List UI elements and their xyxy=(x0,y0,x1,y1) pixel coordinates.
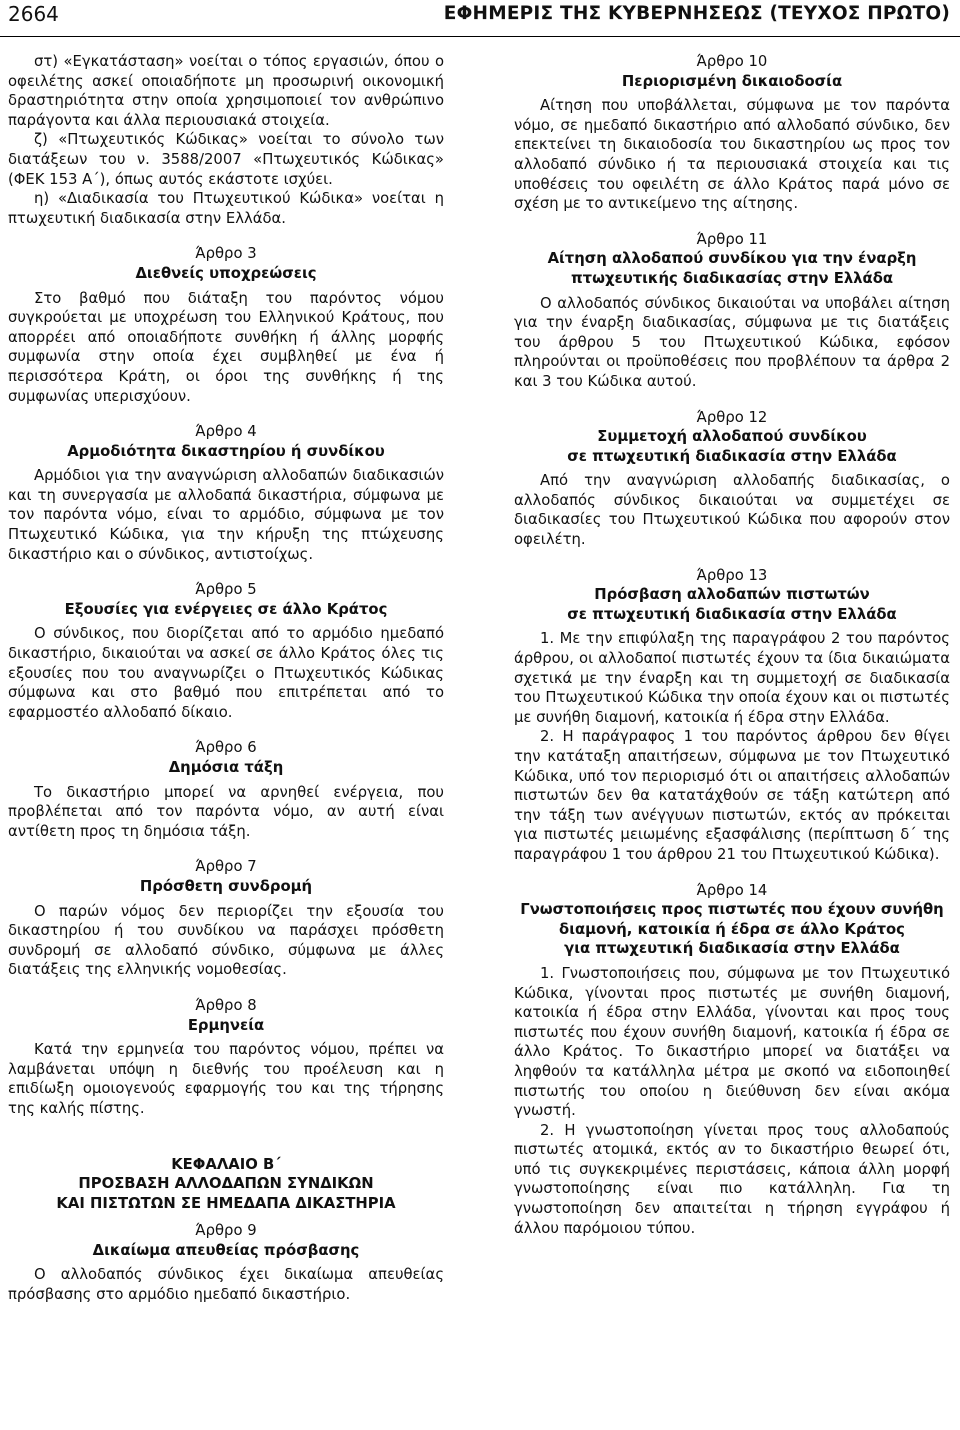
running-title: ΕΦΗΜΕΡΙΣ ΤΗΣ ΚΥΒΕΡΝΗΣΕΩΣ (ΤΕΥΧΟΣ ΠΡΩΤΟ) xyxy=(443,3,950,24)
article-4-text: Αρμόδιοι για την αναγνώριση αλλοδαπών διαδικασιών και τη συνεργασία με αλλοδαπά δικαστήρια, σύμφωνα με τον παρόντα νόμο, είναι το αρμόδιο, σύμφωνα με τον Πτωχευτικό Κώδικα, για την κήρυξη της πτώχευσης δικαστήριο και ο σύνδικος, αντιστοίχως. xyxy=(8,467,444,563)
article-number: Άρθρο 7 xyxy=(195,858,257,876)
article-10-text: Αίτηση που υποβάλλεται, σύμφωνα με τον παρόντα νόμο, σε ημεδαπό δικαστήριο από αλλοδαπό σύνδικο, δεν επεκτείνει τη δικαιοδοσία του δικαστηρίου ως προς τον αλλοδαπό σύνδικο ή τα περιουσιακά στοιχεία και τις υποθέσεις του οφειλέτη σε άλλο Κράτος παρά μόνο σε σχέση με το αντικείμενο της αίτησης. xyxy=(514,97,950,213)
article-title: Συμμετοχή αλλοδαπού συνδίκου xyxy=(597,428,867,446)
page-number: 2664 xyxy=(8,2,59,26)
article-title: Εξουσίες για ενέργειες σε άλλο Κράτος xyxy=(64,600,388,618)
article-4-heading xyxy=(8,422,444,461)
article-13-paragraph-1: 1. Με την επιφύλαξη της παραγράφου 2 του παρόντος άρθρου, οι αλλοδαποί πιστωτές έχουν τα ίδια δικαιώματα σχετικά με την έναρξη και τη συμμετοχή σε διαδικασία του Πτωχευτικού Κώδικα την οποία έχουν και οι πιστωτές με συνήθη διαμονή, κατοικία ή έδρα στην Ελλάδα. xyxy=(514,630,950,726)
article-title: Ερμηνεία xyxy=(187,1016,265,1034)
article-5-heading xyxy=(8,580,444,619)
article-11-heading xyxy=(514,230,950,289)
definition-st: στ) «Εγκατάσταση» νοείται ο τόπος εργασιών, όπου ο οφειλέτης ασκεί οποιαδήποτε μη προσωρινή οικονομική δραστηριότητα στην οποία χρησιμοποιεί τον ανθρώπινο παράγοντα και άλλα περιουσιακά στοιχεία. xyxy=(8,53,444,129)
page-header xyxy=(0,0,960,37)
article-11-text: Ο αλλοδαπός σύνδικος δικαιούται να υποβάλει αίτηση για την έναρξη διαδικασίας, σύμφωνα με τις διατάξεις του άρθρου 5 του Πτωχευτικού Κώδικα, εφόσον πληρούνται οι προϋποθέσεις που προβλέπουν τα άρθρα 2 και 3 του Κώδικα αυτού. xyxy=(514,294,950,390)
article-title: Αίτηση αλλοδαπού συνδίκου για την έναρξη xyxy=(547,250,917,268)
article-8-heading xyxy=(8,996,444,1035)
article-6-text: Το δικαστήριο μπορεί να αρνηθεί ενέργεια, που προβλέπεται από τον παρόντα νόμο, αν αυτή είναι αντίθετη προς τη δημόσια τάξη. xyxy=(8,783,444,840)
article-title: σε πτωχευτική διαδικασία στην Ελλάδα xyxy=(567,447,897,465)
article-number: Άρθρο 3 xyxy=(195,245,257,263)
article-title: Πρόσθετη συνδρομή xyxy=(139,877,313,895)
article-number: Άρθρο 6 xyxy=(195,739,257,757)
article-number: Άρθρο 5 xyxy=(195,581,257,599)
article-14-paragraph-2: 2. Η γνωστοποίηση γίνεται προς τους αλλοδαπούς πιστωτές ατομικά, εκτός αν το δικαστήριο θεωρεί ότι, υπό τις συγκεκριμένες περιστάσεις, κάποια άλλη μορφή γνωστοποίησης είναι πιο κατάλληλη. Για τη γνωστοποίηση δεν απαιτείται η τήρηση εγγράφου ή άλλου παρόμοιου τύπου. xyxy=(514,1121,950,1237)
article-14-paragraph-1: 1. Γνωστοποιήσεις που, σύμφωνα με τον Πτωχευτικό Κώδικα, γίνονται προς πιστωτές με συνήθη διαμονή, κατοικία ή έδρα στην Ελλάδα, γίνονται και προς τους πιστωτές που έχουν συνήθη διαμονή, κατοικία ή έδρα σε άλλο Κράτος. Το δικαστήριο μπορεί να διατάξει να ληφθούν τα κατάλληλα μέτρα με σκοπό να ειδοποιηθεί πιστωτής του οποίου η διεύθυνση δεν είναι ακόμα γνωστή. xyxy=(514,964,950,1120)
article-title: Διεθνείς υποχρεώσεις xyxy=(135,264,317,282)
definition-i: η) «Διαδικασία του Πτωχευτικού Κώδικα» νοείται η πτωχευτική διαδικασία στην Ελλάδα. xyxy=(8,190,444,227)
article-title: για πτωχευτική διαδικασία στην Ελλάδα xyxy=(564,940,900,958)
article-13-heading xyxy=(514,566,950,625)
article-title: Δημόσια τάξη xyxy=(168,759,284,776)
chapter-title-line: ΠΡΟΣΒΑΣΗ ΑΛΛΟΔΑΠΩΝ ΣΥΝΔΙΚΩΝ xyxy=(78,1175,374,1193)
definition-z: ζ) «Πτωχευτικός Κώδικας» νοείται το σύνολο των διατάξεων του ν. 3588/2007 «Πτωχευτικός Κώδικας» (ΦΕΚ 153 Α΄), όπως αυτός εκάστοτε ισχύει. xyxy=(8,131,444,188)
article-3-text: Στο βαθμό που διάταξη του παρόντος νόμου συγκρούεται με υποχρέωση του Ελληνικού Κράτους, που απορρέει από οποιαδήποτε συνθήκη ή άλλης μορφής συμφωνία στην οποία έχει συμβληθεί με ένα ή περισσότερα Κράτη, οι όροι της συνθήκης ή της συμφωνίας υπερισχύουν. xyxy=(8,289,444,405)
article-12-heading xyxy=(514,408,950,467)
article-number: Άρθρο 12 xyxy=(696,408,768,426)
chapter-title-line: ΚΑΙ ΠΙΣΤΩΤΩΝ ΣΕ ΗΜΕΔΑΠΑ ΔΙΚΑΣΤΗΡΙΑ xyxy=(56,1194,396,1212)
article-title: σε πτωχευτική διαδικασία στην Ελλάδα xyxy=(567,605,897,623)
chapter-heading xyxy=(8,1155,444,1214)
article-number: Άρθρο 8 xyxy=(195,996,257,1014)
article-title: πτωχευτικής διαδικασίας στην Ελλάδα xyxy=(570,269,894,287)
right-column xyxy=(514,52,950,1238)
article-title: διαμονή, κατοικία ή έδρα σε άλλο Κράτος xyxy=(559,920,905,938)
article-9-heading xyxy=(8,1221,444,1260)
article-9-text: Ο αλλοδαπός σύνδικος έχει δικαίωμα απευθείας πρόσβασης στο αρμόδιο ημεδαπό δικαστήριο. xyxy=(8,1266,444,1304)
article-title: Γνωστοποιήσεις προς πιστωτές που έχουν συνήθη xyxy=(520,901,944,919)
article-number: Άρθρο 10 xyxy=(696,53,768,70)
article-number: Άρθρο 4 xyxy=(195,423,257,441)
article-7-heading xyxy=(8,857,444,896)
article-title: Αρμοδιότητα δικαστηρίου ή συνδίκου xyxy=(67,442,385,460)
article-3-heading xyxy=(8,244,444,283)
article-14-heading xyxy=(514,881,950,959)
article-title: Δικαίωμα απευθείας πρόσβασης xyxy=(92,1241,360,1259)
article-number: Άρθρο 13 xyxy=(696,566,768,584)
article-5-text: Ο σύνδικος, που διορίζεται από το αρμόδιο ημεδαπό δικαστήριο, δικαιούται να ασκεί σε άλλο Κράτος όλες τις εξουσίες που του αναγνωρίζει ο Πτωχευτικός Κώδικας σύμφωνα και στο βαθμό που επιτρέπεται από το εφαρμοστέο αλλοδαπό δίκαιο. xyxy=(8,625,444,721)
article-13-paragraph-2: 2. Η παράγραφος 1 του παρόντος άρθρου δεν θίγει την κατάταξη απαιτήσεων, σύμφωνα με τον Πτωχευτικό Κώδικα, υπό τον περιορισμό ότι οι απαιτήσεις αλλοδαπών πιστωτών δεν θα κατατάχθούν σε τάξη κατώτερη από την τάξη των ανέγγυων πιστωτών, εκτός αν πρόκειται για πιστωτές μειωμένης εξασφάλισης (περίπτωση δ΄ της παραγράφου 1 του άρθρου 21 του Πτωχευτικού Κώδικα). xyxy=(514,728,950,863)
left-column xyxy=(8,52,444,1305)
article-8-text: Κατά την ερμηνεία του παρόντος νόμου, πρέπει να λαμβάνεται υπόψη η διεθνής του προέλευση και η επιδίωξη ομοιογενούς εφαρμογής του και της τήρησης της καλής πίστης. xyxy=(8,1041,444,1117)
article-10-heading xyxy=(514,52,950,91)
article-title: Πρόσβαση αλλοδαπών πιστωτών xyxy=(594,586,870,604)
article-12-text: Από την αναγνώριση αλλοδαπής διαδικασίας, ο αλλοδαπός σύνδικος δικαιούται να συμμετέχει σε διαδικασίες του Πτωχευτικού Κώδικα που αφορούν στον οφειλέτη. xyxy=(514,472,950,549)
article-6-heading xyxy=(8,738,444,777)
article-7-text: Ο παρών νόμος δεν περιορίζει την εξουσία του δικαστηρίου ή του συνδίκου να παράσχει πρόσθετη συνδρομή σε αλλοδαπό σύνδικο, σύμφωνα με άλλες διατάξεις της ελληνικής νομοθεσίας. xyxy=(8,902,444,979)
chapter-number: ΚΕΦΑΛΑΙΟ Β΄ xyxy=(171,1155,281,1173)
article-number: Άρθρο 14 xyxy=(696,881,768,899)
article-number: Άρθρο 9 xyxy=(195,1222,257,1240)
article-number: Άρθρο 11 xyxy=(696,230,768,248)
article-title: Περιορισμένη δικαιοδοσία xyxy=(621,72,843,90)
